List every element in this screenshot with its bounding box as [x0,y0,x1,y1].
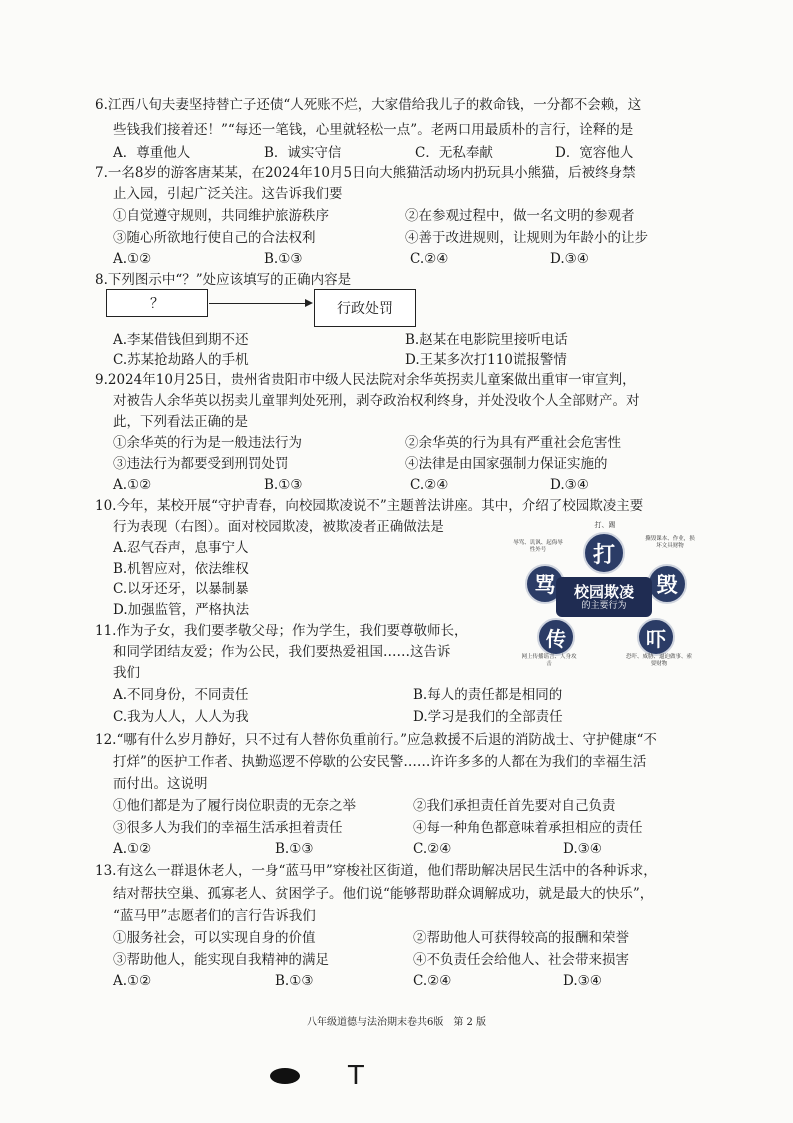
q12-stem-line2: 打烊”的医护工作者、执勤巡逻不停歇的公安民警……许许多多的人都在为我们的幸福生活 [113,754,647,770]
flow-box-administrative-penalty: 行政处罚 [314,289,416,327]
q7-stem-line2: 止入园，引起广泛关注。这告诉我们要 [113,186,343,202]
q13-stem-line1: 13.有这么一群退休老人，一身“蓝马甲”穿梭社区街道，他们帮助解决居民生活中的各种诉求， [95,863,657,879]
q8-option-b: B.赵某在电影院里接听电话 [405,332,568,348]
q13-stem-line3: “蓝马甲”志愿者们的言行告诉我们 [113,908,316,924]
q11-stem-line2: 和同学团结友爱；作为公民，我们要热爱祖国……这告诉 [113,644,451,660]
q8-stem: 8.下列图示中“？”处应该填写的正确内容是 [95,272,352,288]
q13-statement-4: ④不负责任会给他人、社会带来损害 [413,952,629,968]
q11-stem-line1: 11.作为子女，我们要孝敬父母；作为学生，我们要尊敬师长， [95,623,468,639]
q8-option-c: C.苏某抢劫路人的手机 [113,352,249,368]
bottom-mark: T [348,1061,364,1091]
q8-option-d: D.王某多次打110谎报警情 [405,352,567,368]
threaten-badge: 吓 [637,618,675,656]
q13-option-c: C.②④ [413,973,452,989]
q6-option-b: B．诚实守信 [264,145,342,161]
q11-option-c: C.我为人人，人人为我 [113,709,249,725]
q9-option-b: B.①③ [264,477,303,493]
q9-statement-2: ②余华英的行为具有严重社会危害性 [405,435,621,451]
figure-center-main: 校园欺凌 [573,582,634,601]
q9-option-c: C.②④ [410,477,449,493]
q13-statement-1: ①服务社会，可以实现自身的价值 [113,930,316,946]
q10-stem-line1: 10.今年，某校开展“守护青春，向校园欺凌说不”主题普法讲座。其中，介绍了校园欺凌主要 [95,498,644,514]
q10-option-c: C.以牙还牙，以暴制暴 [113,581,249,597]
q7-statement-1: ①自觉遵守规则，共同维护旅游秩序 [113,208,329,224]
q13-stem-line2: 结对帮扶空巢、孤寡老人、贫困学子。他们说“能够帮助群众调解成功，就是最大的快乐”， [113,886,654,902]
q6-stem-line2: 些钱我们接着还！”“每还一笔钱，心里就轻松一点”。老两口用最质朴的言行，诠释的是 [113,122,634,138]
q7-option-a: A.①② [113,251,152,267]
q7-option-d: D.③④ [550,251,589,267]
q8-option-a: A.李某借钱但到期不还 [113,332,249,348]
curse-caption: 辱骂、讥讽、起侮辱性外号 [513,540,563,553]
q12-statement-1: ①他们都是为了履行岗位职责的无奈之举 [113,798,356,814]
ink-blot [270,1068,300,1084]
q9-statement-4: ④法律是由国家强制力保证实施的 [405,456,608,472]
q11-option-a: A.不同身份，不同责任 [113,687,249,703]
spread-badge: 传 [537,618,575,656]
page-footer: 八年级道德与法治期末卷共6版 第 2 版 [306,1017,487,1028]
q9-stem-line3: 此，下列看法正确的是 [113,414,248,430]
q12-stem-line1: 12.“哪有什么岁月静好，只不过有人替你负重前行。”应急救援不后退的消防战士、守护健康“不 [95,732,657,748]
q13-option-b: B.①③ [275,973,314,989]
q6-option-c: C．无私奉献 [415,145,493,161]
q7-option-c: C.②④ [410,251,449,267]
q9-option-d: D.③④ [550,477,589,493]
destroy-badge: 毁 [647,564,687,604]
q7-option-b: B.①③ [264,251,303,267]
figure-center-title [556,577,652,617]
q9-stem-line2: 对被告人余华英以拐卖儿童罪判处死刑，剥夺政治权利终身，并处没收个人全部财产。对 [113,393,640,409]
q6-stem-line1: 6.江西八旬夫妻坚持替亡子还债“人死账不烂，大家借给我儿子的救命钱，一分都不会赖，这 [95,97,642,113]
figure-center-sub: 的主要行为 [581,600,627,611]
q9-option-a: A.①② [113,477,152,493]
q7-statement-2: ②在参观过程中，做一名文明的参观者 [405,208,635,224]
threaten-caption: 恐吓、威胁、逼迫做事、索要财物 [625,654,692,667]
q13-statement-3: ③帮助他人，能实现自我精神的满足 [113,952,329,968]
q10-stem-line2: 行为表现（右图）。面对校园欺凌，被欺凌者正确做法是 [113,519,444,535]
q12-option-b: B.①③ [275,841,314,857]
q13-option-d: D.③④ [563,973,602,989]
figure-top-label: 打、踢 [594,521,616,529]
q10-option-a: A.忍气吞声，息事宁人 [113,540,249,556]
school-bullying-figure [513,522,695,670]
q7-statement-4: ④善于改进规则，让规则为年龄小的让步 [405,230,648,246]
hit-badge: 打 [583,532,625,574]
q13-option-a: A.①② [113,973,152,989]
q12-option-d: D.③④ [563,841,602,857]
q11-option-b: B.每人的责任都是相同的 [413,687,563,703]
curse-badge: 骂 [525,564,565,604]
flow-box-unknown: ？ [106,289,208,317]
q13-statement-2: ②帮助他人可获得较高的报酬和荣誉 [413,930,629,946]
q10-option-d: D.加强监管，严格执法 [113,602,250,618]
flow-arrow [209,303,311,304]
q12-stem-line3: 而付出。这说明 [113,776,208,792]
destroy-caption: 撕毁课本、作业，损坏文具财物 [645,536,695,549]
q6-option-d: D．宽容他人 [555,145,634,161]
q10-option-b: B.机智应对，依法维权 [113,561,249,577]
q9-statement-1: ①余华英的行为是一般违法行为 [113,435,302,451]
q9-stem-line1: 9.2024年10月25日，贵州省贵阳市中级人民法院对余华英拐卖儿童案做出重审一审宣判， [95,372,636,388]
q12-option-c: C.②④ [413,841,452,857]
q12-statement-2: ②我们承担责任首先要对自己负责 [413,798,616,814]
spread-caption: 网上传播谣言、人身攻击 [521,654,577,667]
q7-stem-line1: 7.一名8岁的游客唐某某，在2024年10月5日向大熊猫活动场内扔玩具小熊猫，后被终身禁 [95,165,636,181]
q7-statement-3: ③随心所欲地行使自己的合法权利 [113,230,316,246]
q12-statement-3: ③很多人为我们的幸福生活承担着责任 [113,820,343,836]
q9-statement-3: ③违法行为都要受到刑罚处罚 [113,456,289,472]
q11-option-d: D.学习是我们的全部责任 [413,709,563,725]
q12-option-a: A.①② [113,841,152,857]
q12-statement-4: ④每一种角色都意味着承担相应的责任 [413,820,643,836]
q11-stem-line3: 我们 [113,665,140,681]
q6-option-a: A．尊重他人 [113,145,191,161]
